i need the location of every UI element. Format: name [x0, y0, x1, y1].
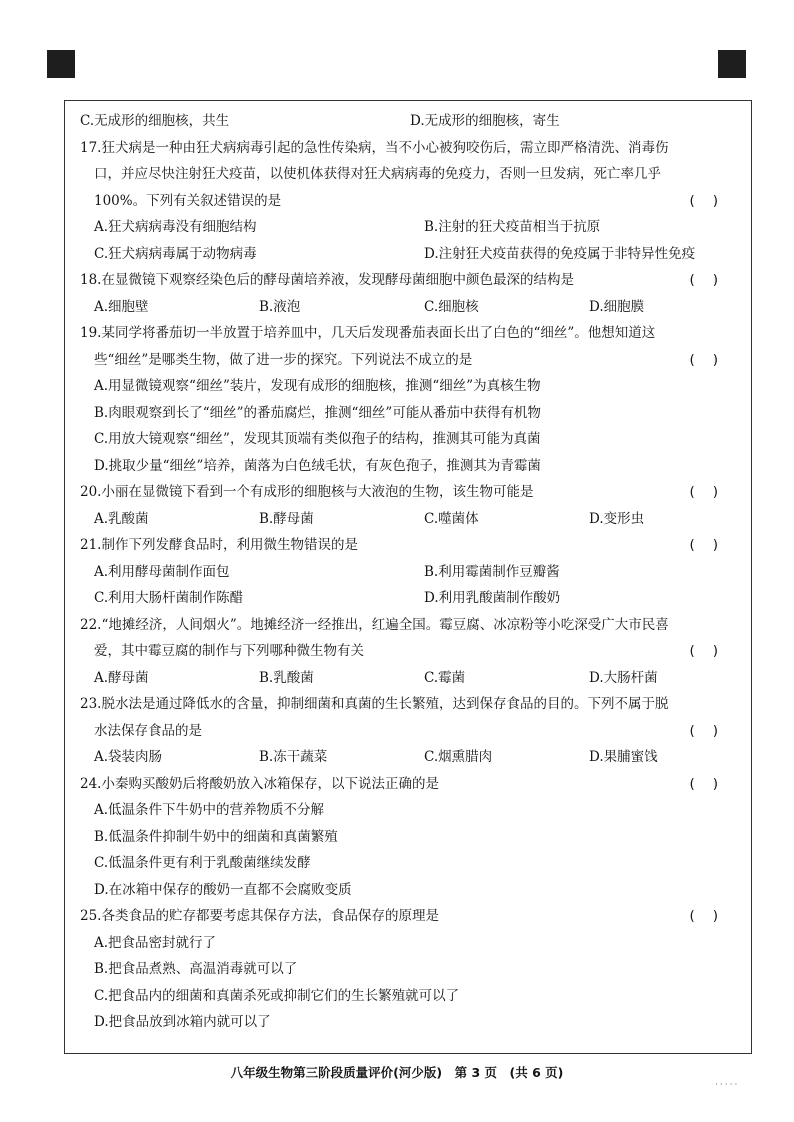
option: D.把食品放到冰箱内就可以了: [94, 1014, 271, 1030]
option: A.细胞壁: [94, 298, 149, 315]
option: D.细胞膜: [589, 298, 645, 315]
question-line: 17.狂犬病是一种由狂犬病病毒引起的急性传染病，当不小心被狗咬伤后，需立即严格清洗、消毒伤: [80, 139, 669, 156]
option: A.把食品密封就行了: [94, 934, 217, 951]
answer-bracket: (): [689, 775, 736, 792]
option: A.低温条件下牛奶中的营养物质不分解: [94, 802, 325, 818]
question-20: [80, 479, 740, 506]
question-line: 21.制作下列发酵食品时，利用微生物错误的是: [80, 537, 358, 553]
option: A.袋装肉肠: [94, 749, 163, 765]
option: C.把食品内的细菌和真菌杀死或抑制它们的生长繁殖就可以了: [94, 987, 460, 1004]
question-24: [80, 771, 740, 798]
answer-bracket: (): [689, 908, 736, 924]
question-line: 20.小丽在显微镜下看到一个有成形的细胞核与大液泡的生物，该生物可能是: [80, 484, 534, 500]
q18-options: [80, 294, 740, 321]
question-21: [80, 532, 740, 559]
option: C.霉菌: [424, 669, 466, 686]
option: B.利用霉菌制作豆瓣酱: [424, 563, 560, 580]
q22-options: [80, 665, 740, 692]
option: C.无成形的细胞核，共生: [80, 113, 230, 129]
option: C.噬菌体: [424, 510, 479, 527]
option: B.液泡: [259, 298, 301, 315]
option: D.无成形的细胞核，寄生: [410, 113, 560, 129]
exam-content: [80, 108, 740, 1036]
option: D.果脯蜜饯: [589, 749, 658, 765]
question-line: 22.“地摊经济，人间烟火”。地摊经济一经推出，红遍全国。霉豆腐、冰凉粉等小吃深受广大市民喜: [80, 616, 669, 633]
question-17: [80, 135, 740, 215]
option: B.肉眼观察到长了“细丝”的番茄腐烂，推测“细丝”可能从番茄中获得有机物: [94, 404, 541, 421]
question-line: 口，并应尽快注射狂犬疫苗，以使机体获得对狂犬病病毒的免疫力，否则一旦发病，死亡率几乎: [94, 166, 661, 182]
option: D.挑取少量“细丝”培养，菌落为白色绒毛状，有灰色孢子，推测其为青霉菌: [94, 457, 541, 474]
question-line: 18.在显微镜下观察经染色后的酵母菌培养液，发现酵母菌细胞中颜色最深的结构是: [80, 272, 574, 288]
option: D.大肠杆菌: [589, 669, 658, 686]
option: B.低温条件抑制牛奶中的细菌和真菌繁殖: [94, 828, 338, 845]
q17-options: [80, 214, 740, 267]
option: B.乳酸菌: [259, 669, 314, 686]
option: C.烟熏腊肉: [424, 749, 493, 765]
question-line: 25.各类食品的贮存都要考虑其保存方法，食品保存的原理是: [80, 908, 439, 924]
option: A.用显微镜观察“细丝”装片，发现有成形的细胞核，推测“细丝”为真核生物: [94, 378, 541, 394]
question-line: 些“细丝”是哪类生物，做了进一步的探究。下列说法不成立的是: [94, 351, 473, 368]
option: D.注射狂犬疫苗获得的免疫属于非特异性免疫: [424, 245, 696, 262]
option: A.酵母菌: [94, 669, 149, 686]
answer-bracket: (): [689, 643, 736, 659]
question-line: 100%。下列有关叙述错误的是: [94, 192, 282, 209]
question-23: [80, 691, 740, 744]
corner-dots: ·····: [715, 1080, 740, 1090]
option: C.低温条件更有利于乳酸菌继续发酵: [94, 855, 311, 871]
q24-options: [80, 797, 740, 903]
option: C.细胞核: [424, 298, 479, 315]
option: A.狂犬病病毒没有细胞结构: [94, 219, 257, 235]
q19-options: [80, 373, 740, 479]
option: C.狂犬病病毒属于动物病毒: [94, 245, 257, 262]
option: C.用放大镜观察“细丝”，发现其顶端有类似孢子的结构，推测其可能为真菌: [94, 431, 541, 447]
registration-mark-right: [718, 50, 746, 78]
option: A.乳酸菌: [94, 510, 149, 527]
question-line: 爱，其中霉豆腐的制作与下列哪种微生物有关: [94, 643, 364, 659]
option: A.利用酵母菌制作面包: [94, 563, 230, 580]
q16-options: [80, 108, 740, 135]
option: D.在冰箱中保存的酸奶一直都不会腐败变质: [94, 881, 352, 898]
option: B.冻干蔬菜: [259, 749, 328, 765]
question-25: [80, 903, 740, 930]
option: D.变形虫: [589, 510, 645, 527]
answer-bracket: (): [689, 351, 736, 368]
question-22: [80, 612, 740, 665]
q23-options: [80, 744, 740, 771]
question-line: 19.某同学将番茄切一半放置于培养皿中，几天后发现番茄表面长出了白色的“细丝”。他想知道这: [80, 325, 656, 341]
registration-mark-left: [47, 50, 75, 78]
option: D.利用乳酸菌制作酸奶: [424, 590, 561, 606]
q25-options: [80, 930, 740, 1036]
question-line: 24.小秦购买酸奶后将酸奶放入冰箱保存，以下说法正确的是: [80, 775, 439, 792]
answer-bracket: (): [689, 272, 736, 288]
question-19: [80, 320, 740, 373]
answer-bracket: (): [689, 537, 736, 553]
answer-bracket: (): [689, 722, 736, 739]
option: B.把食品煮熟、高温消毒就可以了: [94, 961, 298, 977]
question-line: 水法保存食品的是: [94, 722, 202, 739]
option: C.利用大肠杆菌制作陈醋: [94, 590, 244, 606]
page-footer: 八年级生物第三阶段质量评价(河少版) 第 3 页 (共 6 页): [230, 1065, 564, 1080]
question-18: [80, 267, 740, 294]
option: B.酵母菌: [259, 510, 314, 527]
q21-options: [80, 559, 740, 612]
option: B.注射的狂犬疫苗相当于抗原: [424, 219, 601, 235]
question-line: 23.脱水法是通过降低水的含量，抑制细菌和真菌的生长繁殖，达到保存食品的目的。下列不属于脱: [80, 696, 669, 712]
answer-bracket: (): [689, 484, 736, 500]
answer-bracket: (): [689, 192, 736, 209]
q20-options: [80, 506, 740, 533]
